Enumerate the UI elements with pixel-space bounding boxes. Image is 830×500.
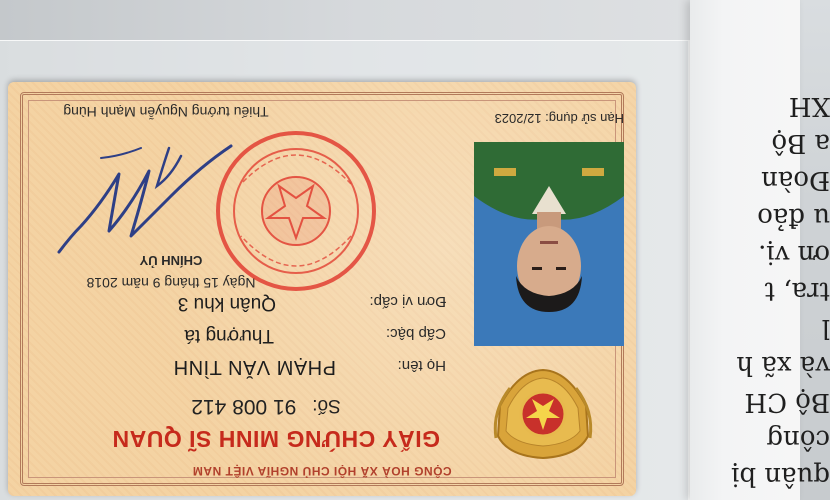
text-line: XH xyxy=(788,91,830,121)
army-emblem-icon xyxy=(488,366,598,466)
unit-label: Đơn vị cấp: xyxy=(369,293,446,310)
serial-number-row xyxy=(76,394,456,418)
rank-value: Thượng tá xyxy=(184,325,274,346)
name-label: Họ tên: xyxy=(397,357,446,374)
issue-date: Ngày 15 tháng 9 năm 2018 xyxy=(86,275,256,291)
text-line: Bộ CH xyxy=(744,387,830,417)
id-photo xyxy=(474,142,624,346)
text-line: u đảo xyxy=(757,202,830,232)
unit-value: Quân khu 3 xyxy=(177,293,276,314)
expiry-date: Hạn sử dụng: 12/2023 xyxy=(494,111,624,126)
text-line: a Bộ xyxy=(771,128,830,158)
serial-label: Số: xyxy=(312,395,341,416)
signer-name: Thiếu tướng Nguyễn Mạnh Hùng xyxy=(63,104,269,120)
rank-label: Cấp bậc: xyxy=(385,325,446,342)
name-value: PHẠM VĂN TÌNH xyxy=(173,356,336,378)
text-line: Đoàn xyxy=(761,165,830,195)
card-title: GIẤY CHỨNG MINH SĨ QUAN xyxy=(112,426,440,452)
document-page xyxy=(690,0,830,500)
text-line: l xyxy=(821,313,830,343)
portrait-image xyxy=(474,142,624,346)
text-line: tra, t xyxy=(764,276,830,306)
serial-number: 91 008 412 xyxy=(191,395,297,418)
text-line: công xyxy=(766,424,830,454)
text-line: ơn vị. xyxy=(758,239,830,269)
issuer-position: CHÍNH ỦY xyxy=(139,253,203,268)
signature-icon xyxy=(51,116,241,266)
officer-id-card xyxy=(8,82,636,496)
card-body xyxy=(8,82,636,496)
nation-header: CỘNG HOÀ XÃ HỘI CHỦ NGHĨA VIỆT NAM xyxy=(192,464,452,478)
document-text xyxy=(710,0,830,500)
text-line: quân bị xyxy=(731,461,830,491)
text-line: và xã h xyxy=(736,350,830,380)
